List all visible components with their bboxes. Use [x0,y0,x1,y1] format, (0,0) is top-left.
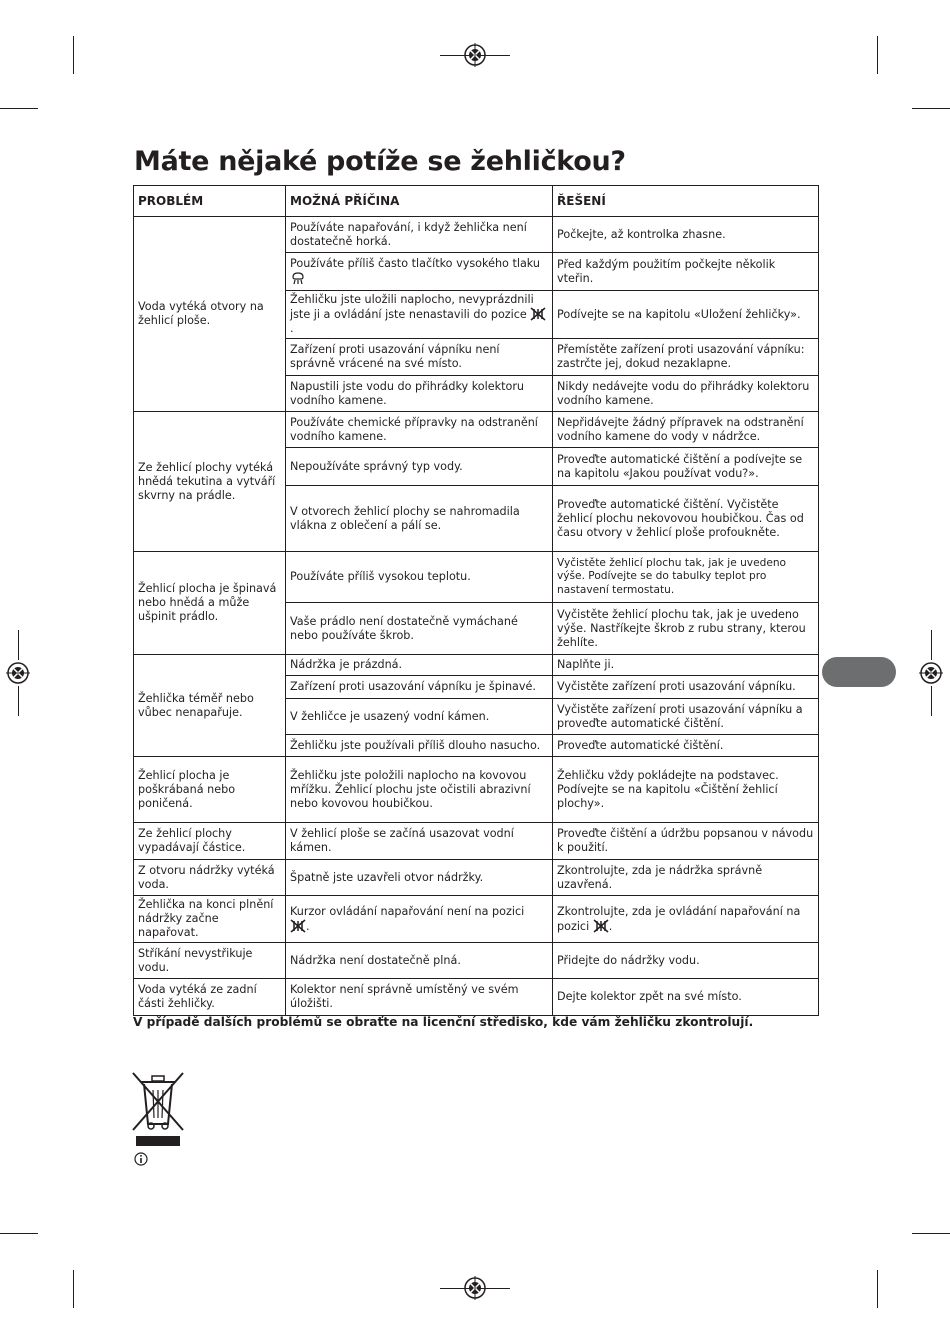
table-row [134,943,819,979]
footer-note: V případě dalších problémů se obraťte na licenční středisko, kde vám žehličku zkontrolují. [133,1015,754,1029]
solution-cell: Nikdy nedávejte vodu do přihrádky kolektoru vodního kamene. [553,376,819,412]
cause-cell: Vaše prádlo není dostatečně vymáchané nebo používáte škrob. [286,603,553,655]
cause-text: Kurzor ovládání napařování není na pozici [290,904,525,918]
problem-cell: Voda vytéká ze zadní části žehličky. [134,979,286,1016]
cause-cell [286,253,553,291]
no-steam-icon [593,919,609,933]
problem-cell: Žehlička na konci plnění nádržky začne napařovat. [134,896,286,943]
registration-mark-icon [6,661,30,685]
cause-cell: Nádržka není dostatečně plná. [286,943,553,979]
cause-text: Používáte příliš často tlačítko vysokého tlaku [290,257,541,270]
column-header-solution: ŘEŠENÍ [553,186,819,217]
crop-mark [877,36,878,74]
solution-cell: Zkontrolujte, zda je ovládání napařování na pozici . [553,896,819,943]
crop-mark [912,108,950,109]
solution-cell: Naplňte ji. [553,655,819,676]
solution-text: Zkontrolujte, zda je ovládání napařování na pozici [557,904,801,933]
no-steam-icon [290,919,306,933]
language-tab [822,657,896,687]
cause-cell: V otvorech žehlicí plochy se nahromadila vlákna z oblečení a pálí se. [286,486,553,552]
crop-mark [931,686,932,716]
cause-cell: Nádržka je prázdná. [286,655,553,676]
solution-cell: Dejte kolektor zpět na své místo. [553,979,819,1016]
cause-cell: Používáte chemické přípravky na odstranění vodního kamene. [286,412,553,448]
table-row [134,412,819,448]
solution-cell: Podívejte se na kapitolu «Uložení žehličky». [553,291,819,339]
solution-cell: Žehličku vždy pokládejte na podstavec. Podívejte se na kapitolu «Čištění žehlicí plochy». [553,757,819,823]
crossed-out-bin-icon [131,1070,185,1148]
cause-cell: Žehličku jste uložili naplocho, nevyprázdnili jste ji a ovládání jste nenastavili do pozice . [286,291,553,339]
solution-cell: Přemístěte zařízení proti usazování vápníku: zastrčte jej, dokud nezaklapne. [553,339,819,376]
registration-mark-icon [463,1276,487,1300]
info-icon [134,1152,148,1166]
problem-cell: Žehlicí plocha je špinavá nebo hnědá a může ušpinit prádlo. [134,552,286,655]
crop-mark [0,108,38,109]
cause-cell: Zařízení proti usazování vápníku není správně vrácené na své místo. [286,339,553,376]
registration-mark-icon [463,43,487,67]
registration-mark-icon [919,661,943,685]
table-row [134,655,819,676]
problem-cell: Žehlička téměř nebo vůbec nenapařuje. [134,655,286,757]
cause-cell: Nepoužíváte správný typ vody. [286,448,553,486]
cause-cell: Kolektor není správně umístěný ve svém úložišti. [286,979,553,1016]
cause-cell: Napustili jste vodu do přihrádky kolektoru vodního kamene. [286,376,553,412]
crop-mark [931,630,932,660]
solution-cell: Zkontrolujte, zda je nádržka správně uzavřená. [553,860,819,896]
solution-cell: Proveďte automatické čištění. [553,735,819,757]
cause-cell: Používáte napařování, i když žehlička není dostatečně horká. [286,217,553,253]
column-header-problem: PROBLÉM [134,186,286,217]
solution-cell: Proveďte čištění a údržbu popsanou v návodu k použití. [553,823,819,860]
solution-cell: Vyčistěte zařízení proti usazování vápníku. [553,676,819,699]
troubleshooting-table [133,185,819,1016]
table-row [134,896,819,943]
crop-mark [73,36,74,74]
table-row [134,823,819,860]
solution-cell: Vyčistěte žehlicí plochu tak, jak je uvedeno výše. Nastříkejte škrob z rubu strany, kterou žehlíte. [553,603,819,655]
cause-cell: Žehličku jste položili naplocho na kovovou mřížku. Žehlicí plochu jste očistili abrazivní nebo kovovou houbičkou. [286,757,553,823]
crop-mark [877,1270,878,1308]
solution-cell: Před každým použitím počkejte několik vteřin. [553,253,819,291]
no-steam-icon [530,307,546,321]
solution-cell: Proveďte automatické čištění. Vyčistěte žehlicí plochu nekovovou houbičkou. Čas od času otvory v žehlicí ploše profoukněte. [553,486,819,552]
solution-cell: Počkejte, až kontrolka zhasne. [553,217,819,253]
cause-cell: Používáte příliš vysokou teplotu. [286,552,553,603]
crop-mark [73,1270,74,1308]
table-row [134,860,819,896]
crop-mark [0,1233,38,1234]
cause-cell: V žehličce je usazený vodní kámen. [286,699,553,735]
problem-cell: Ze žehlicí plochy vypadávají částice. [134,823,286,860]
cause-cell: V žehlicí ploše se začíná usazovat vodní kámen. [286,823,553,860]
cause-cell: Žehličku jste používali příliš dlouho nasucho. [286,735,553,757]
cause-text: Žehličku jste uložili naplocho, nevyprázdnili jste ji a ovládání jste nenastavili do pozice [290,293,534,321]
cause-cell: Zařízení proti usazování vápníku je špinavé. [286,676,553,699]
table-row [134,217,819,253]
problem-cell: Z otvoru nádržky vytéká voda. [134,860,286,896]
solution-cell: Přidejte do nádržky vodu. [553,943,819,979]
solution-cell: Vyčistěte zařízení proti usazování vápníku a proveďte automatické čištění. [553,699,819,735]
table-row [134,979,819,1016]
solution-cell: Vyčistěte žehlicí plochu tak, jak je uvedeno výše. Podívejte se do tabulky teplot pro nastavení termostatu. [553,552,819,603]
table-row [134,552,819,603]
cause-cell: Špatně jste uzavřeli otvor nádržky. [286,860,553,896]
crop-mark [18,630,19,660]
table-row [134,757,819,823]
page-title: Máte nějaké potíže se žehličkou? [134,146,626,177]
column-header-cause: MOŽNÁ PŘÍČINA [286,186,553,217]
crop-mark [912,1233,950,1234]
solution-cell: Proveďte automatické čištění a podívejte se na kapitolu «Jakou používat vodu?». [553,448,819,486]
problem-cell: Stříkání nevystřikuje vodu. [134,943,286,979]
steam-burst-icon [290,271,306,285]
problem-cell: Voda vytéká otvory na žehlicí ploše. [134,217,286,412]
crop-mark [18,686,19,716]
solution-cell: Nepřidávejte žádný přípravek na odstranění vodního kamene do vody v nádržce. [553,412,819,448]
cause-cell: Kurzor ovládání napařování není na pozici . [286,896,553,943]
problem-cell: Ze žehlicí plochy vytéká hnědá tekutina a vytváří skvrny na prádle. [134,412,286,552]
problem-cell: Žehlicí plocha je poškrábaná nebo poničená. [134,757,286,823]
table-header-row [134,186,819,217]
